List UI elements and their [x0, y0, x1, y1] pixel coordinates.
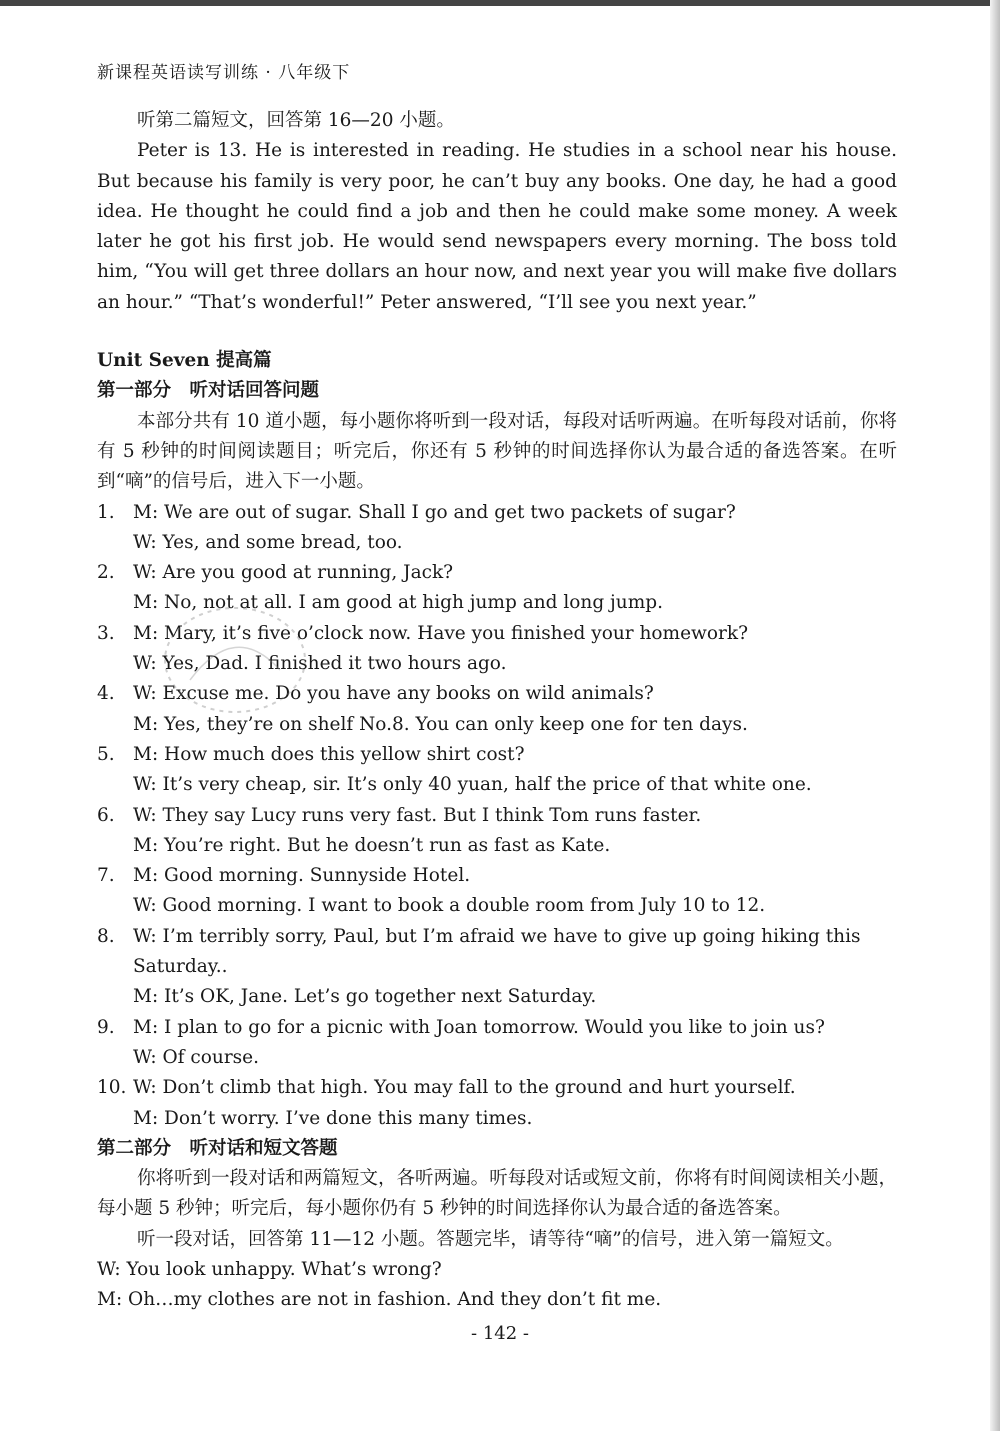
dialogue-line: W: Excuse me. Do you have any books on wild animals? — [133, 683, 654, 705]
part1-instructions: 本部分共有 10 道小题，每小题你将听到一段对话，每段对话听两遍。在听每段对话前，你将有 5 秒钟的时间阅读题目；听完后，你还有 5 秒钟的时间选择你认为最合适的备选答案。在听到“嘀”的信号后，进入下一小题。 — [97, 410, 897, 493]
dialogue-item — [97, 801, 897, 862]
dialogue-item — [97, 861, 897, 922]
dialogue-line: M: It’s OK, Jane. Let’s go together next Saturday. — [133, 986, 597, 1008]
dialogue-line: M: Yes, they’re on shelf No.8. You can only keep one for ten days. — [133, 713, 748, 735]
dialogue-item — [97, 498, 897, 559]
dialogue-item — [97, 922, 897, 1013]
part1-title: 第一部分 听对话回答问题 — [97, 380, 320, 402]
dialogue-number: 1. — [97, 501, 115, 523]
page-number: - 142 - — [471, 1323, 529, 1344]
dialogue-line: W: Of course. — [133, 1046, 259, 1068]
dialogue-number: 9. — [97, 1016, 115, 1038]
dialogue-line: M: Good morning. Sunnyside Hotel. — [133, 865, 471, 887]
dialogue-line: M: We are out of sugar. Shall I go and get two packets of sugar? — [133, 501, 736, 523]
part2-dialogue-line: W: You look unhappy. What’s wrong? — [97, 1258, 442, 1280]
dialogue-line: M: You’re right. But he doesn’t run as fast as Kate. — [133, 834, 611, 856]
dialogue-line: W: Are you good at running, Jack? — [133, 562, 454, 584]
dialogue-item — [97, 740, 897, 801]
part2-dialogue-line: M: Oh…my clothes are not in fashion. And they don’t fit me. — [97, 1289, 662, 1311]
dialogue-number: 4. — [97, 683, 115, 705]
dialogue-item — [97, 1073, 897, 1134]
dialogue-line: W: It’s very cheap, sir. It’s only 40 yuan, half the price of that white one. — [133, 774, 812, 796]
dialogue-line: W: Yes, Dad. I finished it two hours ago. — [133, 653, 507, 675]
dialogue-number: 5. — [97, 743, 115, 765]
dialogue-line: M: No, not at all. I am good at high jump and long jump. — [133, 592, 663, 614]
dialogue-line: W: They say Lucy runs very fast. But I think Tom runs faster. — [133, 804, 702, 826]
dialogue-item — [97, 679, 897, 740]
dialogue-number: 7. — [97, 865, 115, 887]
dialogue-line: M: I plan to go for a picnic with Joan tomorrow. Would you like to join us? — [133, 1016, 825, 1038]
dialogue-line: W: I’m terribly sorry, Paul, but I’m afraid we have to give up going hiking this Saturday.. — [133, 925, 861, 978]
dialogue-item — [97, 619, 897, 680]
dialogue-line: W: Don’t climb that high. You may fall to the ground and hurt yourself. — [133, 1077, 796, 1099]
dialogue-number: 2. — [97, 562, 115, 584]
dialogue-number: 3. — [97, 622, 115, 644]
running-header: 新课程英语读写训练 · 八年级下 — [97, 63, 351, 83]
part2-dialogue-intro: 听一段对话，回答第 11—12 小题。答题完毕，请等待“嘀”的信号，进入第一篇短文。 — [137, 1228, 844, 1250]
dialogue-line: M: Don’t worry. I’ve done this many times. — [133, 1107, 533, 1129]
dialogue-number: 6. — [97, 804, 115, 826]
page-content — [97, 106, 897, 1316]
right-edge-shadow — [990, 0, 1000, 1431]
dialogue-item — [97, 1013, 897, 1074]
part2-title: 第二部分 听对话和短文答题 — [97, 1137, 338, 1159]
dialogue-list — [97, 498, 897, 1134]
passage-text: Peter is 13. He is interested in reading. He studies in a school near his house. But because his family is very poor, he can’t buy any books. One day, he had a good idea. He thought he could find a job and then he could make some money. A week later he got his first job. He would send newspapers every morning. The boss told him, “You will get three dollars an hour now, and next year you will make five dollars an hour.” “That’s wonderful!” Peter answered, “I’ll see you next year.” — [97, 140, 897, 313]
dialogue-number: 8. — [97, 925, 115, 947]
dialogue-line: M: Mary, it’s five o’clock now. Have you finished your homework? — [133, 622, 748, 644]
dialogue-line: W: Good morning. I want to book a double room from July 10 to 12. — [133, 895, 766, 917]
unit-title: Unit Seven 提高篇 — [97, 350, 272, 372]
top-edge — [0, 0, 1000, 6]
dialogue-line: W: Yes, and some bread, too. — [133, 531, 403, 553]
dialogue-number: 10. — [97, 1077, 127, 1099]
part2-instructions: 你将听到一段对话和两篇短文，各听两遍。听每段对话或短文前，你将有时间阅读相关小题，每小题 5 秒钟；听完后，每小题你仍有 5 秒钟的时间选择你认为最合适的备选答案。 — [97, 1168, 897, 1220]
dialogue-item — [97, 558, 897, 619]
passage-intro: 听第二篇短文，回答第 16—20 小题。 — [137, 110, 455, 131]
dialogue-line: M: How much does this yellow shirt cost? — [133, 743, 525, 765]
